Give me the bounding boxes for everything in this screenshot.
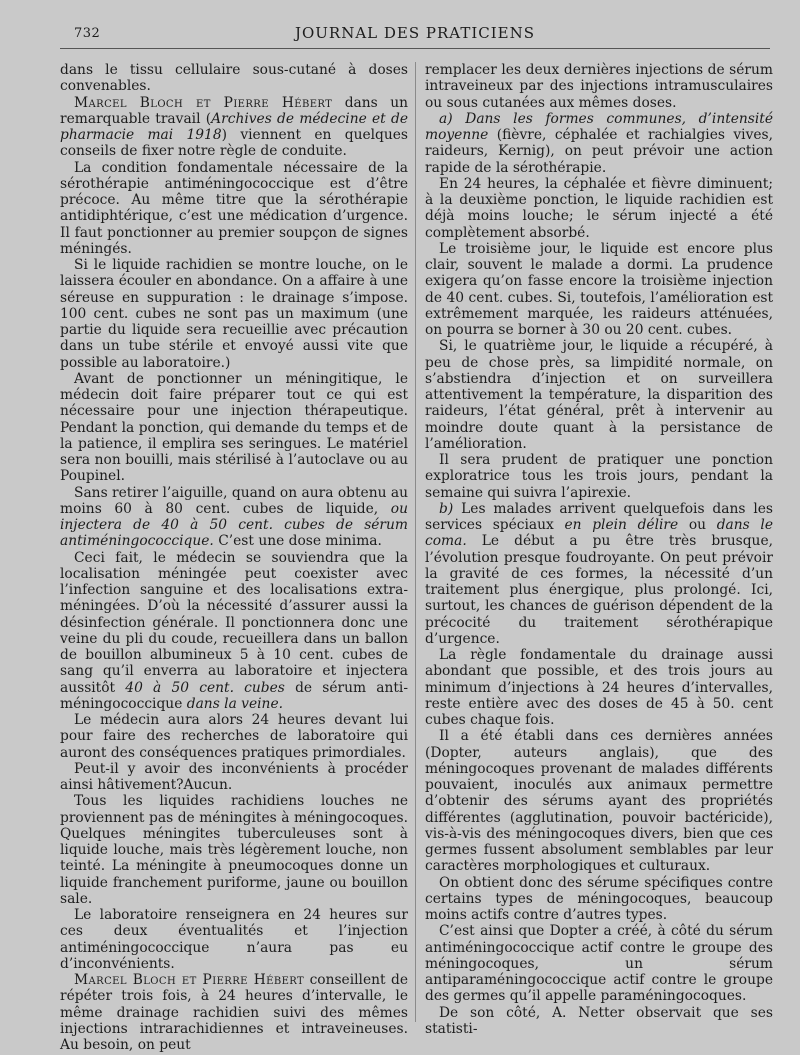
paragraph: Si le liquide rachidien se montre louche, on le laissera écouler en abondance. On a affaire à une séreuse en suppuration : le drainage s’impose. 100 cent. cubes ne sont pas un maximum (une partie du liquide sera recueillie avec précaution dans un tube stérile et envoyé aussi vite que possible au laboratoire.) bbox=[60, 257, 408, 371]
paragraph: On obtient donc des sérume spécifiques contre certains types de méningocoques, beaucoup moins actifs contre d’autres types. bbox=[425, 874, 773, 923]
journal-title: JOURNAL DES PRATICIENS bbox=[294, 24, 536, 42]
paragraph: Tous les liquides rachidiens louches ne proviennent pas de méningites à méningocoques. Quelques méningites tuberculeuses sont à liquide louche, mais très légèrement louche, non teinté. La méningite à pneumocoques donne un liquide franchement puriforme, jaune ou bouillon sale. bbox=[60, 793, 408, 907]
paragraph: La règle fondamentale du drainage aussi abondant que possible, et des trois jours au minimum d’injections à 24 heures d’intervalles, reste entière avec des doses de 45 à 50. cent cubes chaque fois. bbox=[425, 647, 773, 728]
paragraph: Il a été établi dans ces dernières années (Dopter, auteurs anglais), que des méningocoques provenant de malades différents pouvaient, inoculés aux animaux permettre d’obtenir des sérums ayant des propriétés différentes (agglutination, pouvoir bactéricide), vis-à-vis des méningocoques divers, bien que ces germes fussent absolument semblables par leur caractères morphologiques et culturaux. bbox=[425, 728, 773, 875]
paragraph: dans le tissu cellulaire sous-cutané à doses convenables. bbox=[60, 62, 408, 95]
paragraph: a) Dans les formes communes, d’intensité moyenne (fièvre, céphalée et rachialgies vives, raideurs, Kernig), on peut prévoir une action rapide de la sérothérapie. bbox=[425, 110, 773, 176]
paragraph: Ceci fait, le médecin se souviendra que la localisation méningée peut coexister avec l’infection sanguine et des localisations extra-méningées. D’où la nécessité d’assurer aussi la désinfection générale. Il ponctionnera donc une veine du pli du coude, recueillera dans un ballon de bouillon albumineux 5 à 10 cent. cubes de sang qu’il enverra au laboratoire et injectera aussitôt 40 à 50 cent. cubes de sérum anti-méningococcique dans la veine. bbox=[60, 549, 409, 712]
paragraph: b) Les malades arrivent quelquefois dans les services spéciaux en plein délire ou dans le coma. Le début a pu être très brusque, l’évolution presque foudroyante. On peut prévoir la gravité de ces formes, la nécessité d’un traitement plus énergique, plus prolongé. Ici, surtout, les chances de guérison dépendent de la précocité du traitement sérothérapique d’urgence. bbox=[425, 500, 773, 647]
paragraph: De son côté, A. Netter observait que ses statisti- bbox=[425, 1004, 773, 1037]
emphasis: 40 à 50 cent. cubes bbox=[125, 679, 285, 696]
column-divider bbox=[415, 62, 416, 1022]
paragraph: Marcel Bloch et Pierre Hébert dans un remarquable travail (Archives de médecine et de pharmacie mai 1918) viennent en quelques conseils de fixer notre règle de conduite. bbox=[60, 94, 408, 160]
paragraph: En 24 heures, la céphalée et fièvre diminuent; à la deuxième ponction, le liquide rachidien est déjà moins louche; le sérum injecté a été complètement absorbé. bbox=[425, 175, 773, 241]
emphasis: a) Dans les formes communes, d’intensité moyenne bbox=[425, 110, 773, 143]
paragraph: Le troisième jour, le liquide est encore plus clair, souvent le malade a dormi. La prudence exigera qu’on fasse encore la troisième injection de 40 cent. cubes. Si, toutefois, l’amélioration est extrêmement marquée, les raideurs atténuées, on pourra se borner à 30 ou 20 cent. cubes. bbox=[425, 240, 773, 338]
emphasis: en plein délire bbox=[564, 517, 679, 533]
author-names: Marcel Bloch et Pierre Hébert bbox=[74, 972, 305, 988]
paragraph: La condition fondamentale nécessaire de la sérothérapie antiméningococcique est d’être précoce. Au même titre que la sérothérapie antidiphtérique, c’est une médication d’urgence. Il faut ponctionner au premier soupçon de signes méningés. bbox=[60, 159, 408, 257]
paragraph: Le médecin aura alors 24 heures devant lui pour faire des recherches de laboratoire qui auront des conséquences pratiques primordiales. bbox=[60, 712, 408, 761]
paragraph: Il sera prudent de pratiquer une ponction exploratrice tous les trois jours, pendant la semaine qui suivra l’apirexie. bbox=[425, 452, 773, 501]
right-column bbox=[425, 62, 773, 1037]
emphasis: ou injectera de 40 à 50 cent. cubes de sérum antiméningococcique. bbox=[60, 500, 408, 550]
citation: Archives de médecine et de pharmacie mai 1918 bbox=[60, 110, 408, 143]
paragraph: Si, le quatrième jour, le liquide a récupéré, à peu de chose près, sa limpidité normale, on s’abstiendra d’injection et on surveillera attentivement la température, la disparition des raideurs, l’état général, prêt à intervenir au moindre doute quant à la persistance de l’amélioration. bbox=[425, 338, 773, 452]
paragraph: Sans retirer l’aiguille, quand on aura obtenu au moins 60 à 80 cent. cubes de liquide, ou injectera de 40 à 50 cent. cubes de sérum antiméningococcique. C’est une dose minima. bbox=[60, 484, 408, 550]
page-header bbox=[60, 22, 770, 44]
paragraph: Avant de ponctionner un méningitique, le médecin doit faire préparer tout ce qui est nécessaire pour une injection thérapeutique. Pendant la ponction, qui demande du temps et de la patience, il emplira ses seringues. Le matériel sera non bouilli, mais stérilisé à l’autoclave ou au Poupinel. bbox=[60, 370, 408, 485]
emphasis: dans le coma. bbox=[425, 517, 773, 550]
paragraph: remplacer les deux dernières injections de sérum intraveineux par des injections intramusculaires ou sous cutanées aux mêmes doses. bbox=[425, 62, 773, 111]
emphasis: dans la veine. bbox=[186, 695, 283, 712]
page-number: 732 bbox=[74, 26, 101, 41]
left-column bbox=[60, 62, 408, 1053]
author-names: Marcel Bloch et Pierre Hébert bbox=[74, 94, 333, 111]
header-rule bbox=[60, 48, 770, 49]
paragraph: Marcel Bloch et Pierre Hébert conseillent de répéter trois fois, à 24 heures d’intervalle, le même drainage rachidien suivi des mêmes injections intrarachidiennes et intraveineuses. Au besoin, on peut bbox=[60, 972, 409, 1053]
paragraph: C’est ainsi que Dopter a créé, à côté du sérum antiméningococcique actif contre le groupe des méningocoques, un sérum antiparaméningococcique actif contre le groupe des germes qu’il appelle paraméningocoques. bbox=[425, 923, 773, 1005]
paragraph: Le laboratoire renseignera en 24 heures sur ces deux éventualités et l’injection antiméningococcique n’aura pas eu d’inconvénients. bbox=[60, 907, 408, 972]
paragraph: Peut-il y avoir des inconvénients à procéder ainsi hâtivement?Aucun. bbox=[60, 760, 408, 793]
